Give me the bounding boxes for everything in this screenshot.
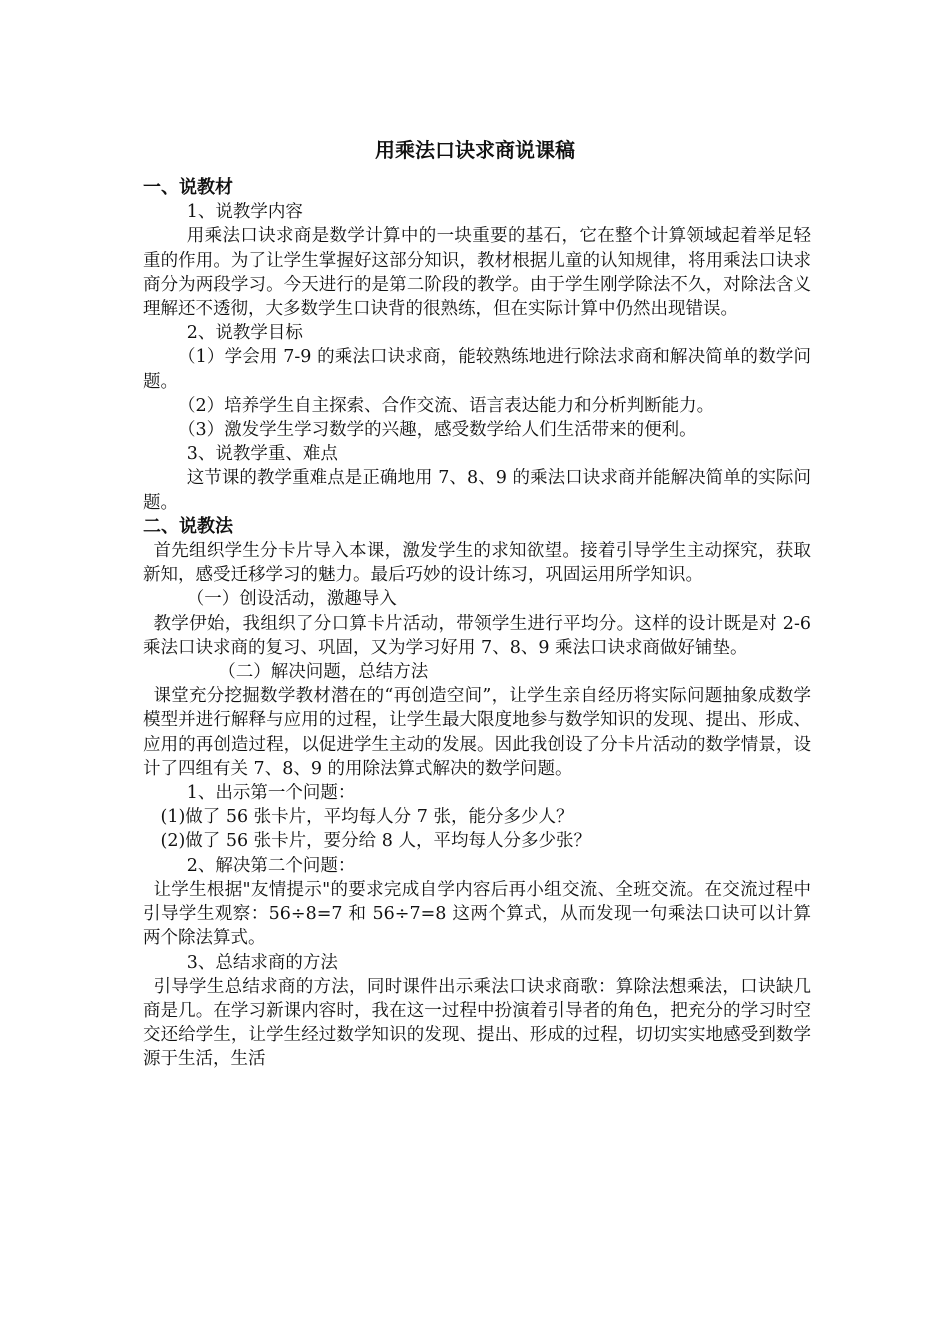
paragraph-summary-method: 引导学生总结求商的方法，同时课件出示乘法口诀求商歌：算除法想乘法，口诀缺几商是几。在学习新课内容时，我在这一过程中扮演着引导者的角色，把充分的学习时空交还给学生，让学生经过数学知识的发现、提出、形成的过程，切切实实地感受到数学源于生活，生活	[143, 976, 811, 1070]
goal-item-1: （1）学会用 7-9 的乘法口诀求商，能较熟练地进行除法求商和解决简单的数学问题。	[143, 347, 811, 392]
subheading-teaching-goals: 2、说教学目标	[186, 323, 303, 344]
subheading-activity-intro: （一）创设活动，激趣导入	[186, 589, 397, 610]
subheading-summary-method: 3、总结求商的方法	[186, 952, 338, 973]
subheading-teaching-content: 1、说教学内容	[186, 202, 303, 223]
subheading-solve-problems: （二）解决问题，总结方法	[218, 662, 429, 683]
subheading-second-question: 2、解决第二个问题：	[186, 855, 356, 876]
goal-item-3: （3）激发学生学习数学的兴趣，感受数学给人们生活带来的便利。	[178, 420, 697, 441]
subheading-first-question: 1、出示第一个问题：	[186, 783, 356, 804]
paragraph-second-question: 让学生根据"友情提示"的要求完成自学内容后再小组交流、全班交流。在交流过程中引导学生观察：56÷8=7 和 56÷7=8 这两个算式，从而发现一句乘法口诀可以计算两个除法算式。	[143, 879, 811, 949]
section-heading-method: 二、说教法	[143, 515, 233, 537]
paragraph-activity-intro: 教学伊始，我组织了分口算卡片活动，带领学生进行平均分。这样的设计既是对 2-6 乘法口诀求商的复习、巩固，又为学习好用 7、8、9 乘法口诀求商做好铺垫。	[143, 613, 811, 658]
document-title: 用乘法口诀求商说课稿	[375, 138, 575, 162]
paragraph-teaching-content: 用乘法口诀求商是数学计算中的一块重要的基石，它在整个计算领域起着举足轻重的作用。为了让学生掌握好这部分知识，教材根据儿童的认知规律，将用乘法口诀求商分为两段学习。今天进行的是第二阶段的教学。由于学生刚学除法不久，对除法含义理解还不透彻，大多数学生口诀背的很熟练，但在实际计算中仍然出现错误。	[143, 226, 811, 320]
subheading-key-points: 3、说教学重、难点	[186, 444, 338, 465]
question-item-1: (1)做了 56 张卡片，平均每人分 7 张，能分多少人？	[160, 807, 574, 828]
document-body	[143, 176, 811, 1072]
section-heading-textbook: 一、说教材	[143, 177, 233, 198]
goal-item-2: （2）培养学生自主探索、合作交流、语言表达能力和分析判断能力。	[178, 395, 715, 416]
paragraph-key-points: 这节课的教学重难点是正确地用 7、8、9 的乘法口诀求商并能解决简单的实际问题。	[143, 468, 811, 513]
paragraph-solve-problems: 课堂充分挖掘数学教材潜在的“再创造空间”，让学生亲自经历将实际问题抽象成数学模型并进行解释与应用的过程，让学生最大限度地参与数学知识的发现、提出、形成、应用的再创造过程，以促进学生主动的发展。因此我创设了分卡片活动的数学情景，设计了四组有关 7、8、9 的用除法算式解决的数学问题。	[143, 686, 811, 779]
question-item-2: (2)做了 56 张卡片，要分给 8 人，平均每人分多少张？	[160, 831, 591, 852]
paragraph-method-intro: 首先组织学生分卡片导入本课，激发学生的求知欲望。接着引导学生主动探究，获取新知，感受迁移学习的魅力。最后巧妙的设计练习，巩固运用所学知识。	[143, 541, 811, 586]
